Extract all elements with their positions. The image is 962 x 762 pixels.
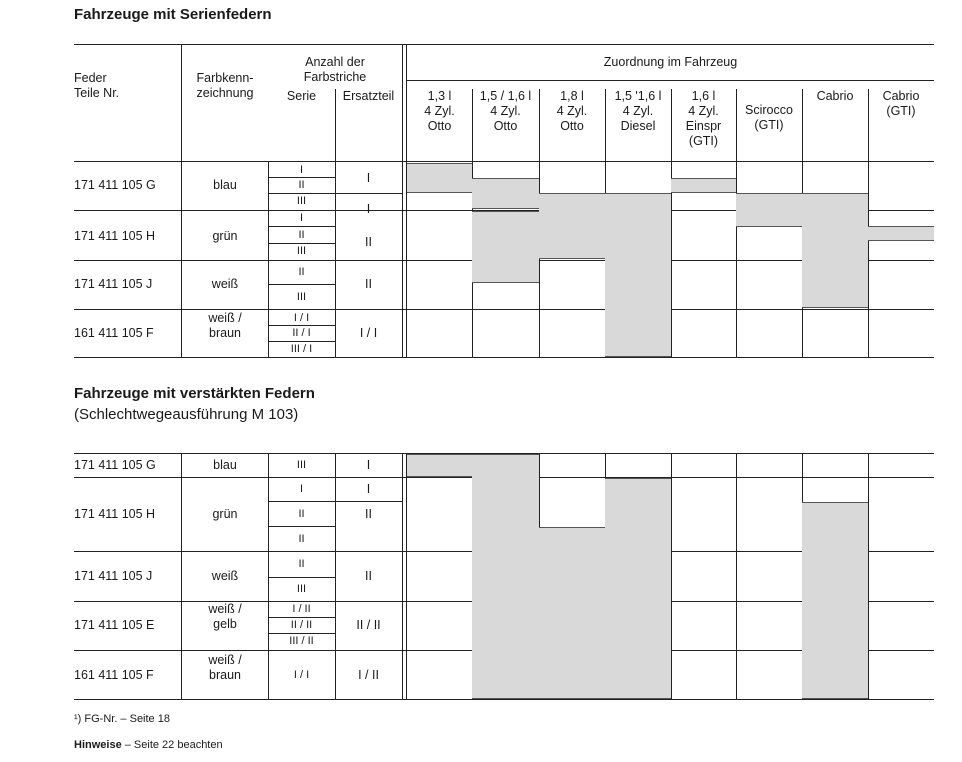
ersatz-value: I: [366, 482, 371, 496]
vehicle-header-gti: 1,6 l 4 Zyl. Einspr (GTI): [685, 89, 722, 148]
serie-value: III: [296, 459, 307, 471]
part-number: 171 411 105 H: [74, 229, 156, 243]
footnote-hinweise: [74, 738, 223, 753]
vehicle-header-cabrio: Cabrio: [816, 89, 854, 103]
vehicle-header-1-5-1-6l: 1,5 / 1,6 l 4 Zyl. Otto: [479, 89, 532, 133]
serie-value: III / I: [290, 343, 313, 355]
serie-value: II / II: [290, 619, 313, 631]
footnote-fg: ¹) FG-Nr. – Seite 18: [74, 713, 170, 725]
serie-value: III: [296, 245, 307, 257]
serie-value: I: [299, 212, 304, 224]
serie-value: I: [299, 164, 304, 176]
serie-value: II: [298, 266, 305, 278]
serie-value: II: [298, 558, 305, 570]
serie-value: I / I: [293, 312, 310, 324]
vehicle-header-scirocco: Scirocco (GTI): [745, 103, 793, 132]
serie-value: III: [296, 291, 307, 303]
part-number: 171 411 105 J: [74, 569, 153, 583]
section2-title: Fahrzeuge mit verstärkten Federn: [74, 385, 315, 402]
serie-value: I / I: [293, 669, 310, 681]
serie-value: II: [298, 533, 305, 545]
section1-title: Fahrzeuge mit Serienfedern: [74, 6, 272, 23]
ersatz-value: I: [366, 171, 371, 185]
serie-value: III: [296, 195, 307, 207]
part-number: 171 411 105 G: [74, 458, 156, 472]
header-feder: Feder Teile Nr.: [74, 71, 120, 100]
ersatz-value: II: [365, 235, 372, 249]
color-code: weiß: [211, 277, 239, 291]
serie-value: II: [298, 508, 305, 520]
color-code: weiß / braun: [208, 653, 242, 682]
part-number: 171 411 105 G: [74, 178, 156, 192]
part-number: 171 411 105 J: [74, 277, 153, 291]
color-code: grün: [212, 229, 238, 243]
part-number: 171 411 105 E: [74, 618, 155, 632]
vehicle-header-1-3l: 1,3 l 4 Zyl. Otto: [424, 89, 455, 133]
color-code: weiß: [211, 569, 239, 583]
part-number: 171 411 105 H: [74, 507, 156, 521]
ersatz-value: II: [365, 569, 372, 583]
header-anzahl-farbstriche: Anzahl der Farbstriche: [303, 55, 367, 84]
color-code: blau: [213, 458, 237, 472]
header-farbkennzeichnung: Farbkenn- zeichnung: [196, 71, 254, 100]
vehicle-header-1-8l: 1,8 l 4 Zyl. Otto: [556, 89, 588, 133]
color-code: weiß / gelb: [208, 602, 242, 631]
serie-value: II / I: [292, 327, 311, 339]
header-zuordnung: Zuordnung im Fahrzeug: [603, 55, 738, 69]
vehicle-header-cabrio-gti: Cabrio (GTI): [882, 89, 920, 118]
ersatz-value: I: [366, 202, 371, 216]
serie-value: II: [298, 229, 305, 241]
color-code: blau: [213, 178, 237, 192]
hinweise-label: Hinweise: [74, 739, 122, 751]
ersatz-value: I / I: [359, 326, 378, 340]
serie-value: I / II: [292, 603, 311, 615]
ersatz-value: I: [366, 458, 371, 472]
ersatz-value: I / II: [358, 668, 379, 682]
ersatz-value: II: [365, 277, 372, 291]
serie-value: II: [298, 179, 305, 191]
header-serie: Serie: [286, 89, 317, 103]
serie-value: I: [299, 483, 304, 495]
hinweise-text: – Seite 22 beachten: [121, 739, 223, 751]
ersatz-value: II / II: [356, 618, 381, 632]
color-code: weiß / braun: [208, 311, 242, 340]
ersatz-value: II: [365, 507, 372, 521]
serie-value: III: [296, 583, 307, 595]
part-number: 161 411 105 F: [74, 668, 154, 682]
color-code: grün: [212, 507, 238, 521]
serie-value: III / II: [289, 635, 314, 647]
header-ersatzteil: Ersatzteil: [342, 89, 395, 103]
part-number: 161 411 105 F: [74, 326, 154, 340]
section2-subtitle: (Schlechtwegeausführung M 103): [74, 406, 299, 423]
vehicle-header-diesel: 1,5 '1,6 l 4 Zyl. Diesel: [614, 89, 662, 133]
